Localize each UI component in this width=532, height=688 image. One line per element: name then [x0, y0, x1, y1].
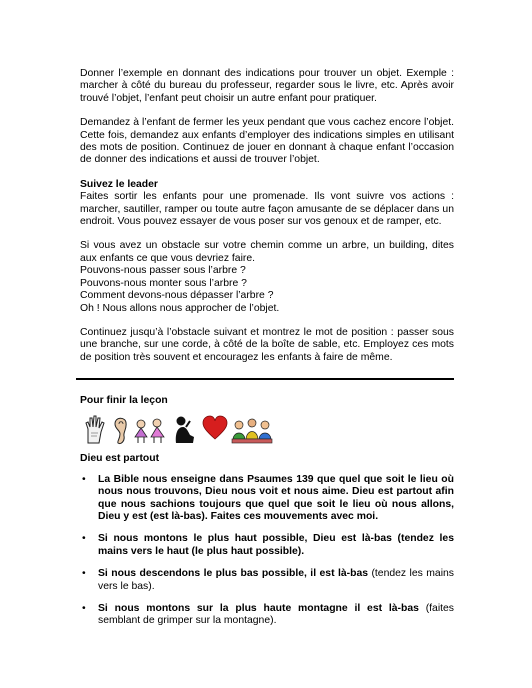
- paragraph-close-eyes: Demandez à l’enfant de fermer les yeux pendant que vous cachez encore l’objet. Cette fois, demandez aux enfants d’employer des indications simples en utilisant des mots de position. Continuez de jouer en donnant à chaque enfant l’occasion de donner des indications et aussi de trouver l’objet.: [80, 117, 454, 166]
- heart-icon: [202, 415, 228, 441]
- bullet-bold-text: Si nous montons sur la plus haute montagne il est là-bas: [98, 603, 419, 615]
- bullet-dot-icon: •: [82, 603, 86, 615]
- children-icon: [132, 415, 168, 445]
- paragraph-obstacle: Si vous avez un obstacle sur votre chemin comme un arbre, un building, dites aux enfants ce que vous devriez faire.: [80, 240, 454, 264]
- ear-icon: [112, 415, 130, 445]
- question-line: Pouvons-nous monter sous l’arbre ?: [80, 277, 247, 289]
- bullet-list: [80, 474, 454, 628]
- question-line: Oh ! Nous allons nous approcher de l’objet.: [80, 302, 280, 314]
- bullet-dot-icon: •: [82, 568, 86, 580]
- bullet-bold-text: La Bible nous enseigne dans Psaumes 139 que quel que soit le lieu où nous nous trouvons, Dieu nous voit et nous aime. Dieu est partout afin que nous sachions toujours que quel que soit le lieu où nous allons, Dieu y est (est là-bas). Faites ces mouvements avec moi.: [98, 473, 454, 523]
- group-of-children-icon: [230, 415, 274, 445]
- bullet-item: [80, 533, 454, 558]
- bullet-item: [80, 568, 454, 593]
- paragraph-example: Donner l’exemple en donnant des indications pour trouver un objet. Exemple : marcher à côté du bureau du professeur, regarder sous le livre, etc. Après avoir trouvé l’objet, l’enfant peut choisir un autre enfant pour pratiquer.: [80, 68, 454, 104]
- question-line: Comment devons-nous dépasser l’arbre ?: [80, 290, 274, 302]
- paragraph-walk: Faites sortir les enfants pour une promenade. Ils vont suivre vos actions : marcher, sautiller, ramper ou toute autre façon amusante de se déplacer dans un endroit. Vous pouvez essayer de vous poser sur vos genoux et de ramper, etc.: [80, 191, 454, 228]
- bullet-bold-text: Si nous montons le plus haut possible, Dieu est là-bas (tendez les mains vers le haut (le plus haut possible).: [98, 533, 454, 557]
- lesson-text: [80, 68, 454, 364]
- heading-closing: Pour finir la leçon: [80, 395, 168, 406]
- bullet-dot-icon: •: [82, 533, 86, 545]
- hand-icon: [84, 415, 106, 445]
- praying-person-icon: [172, 415, 198, 445]
- section-divider: [76, 378, 454, 380]
- bullet-dot-icon: •: [82, 473, 86, 485]
- question-line: Pouvons-nous passer sous l’arbre ?: [80, 265, 246, 277]
- paragraph-continue: Continuez jusqu’à l’obstacle suivant et montrez le mot de position : passer sous une branche, sur une corde, à côté de la boîte de sable, etc. Employez ces mots de position très souvent et encouragez les enfants à faire de même.: [80, 326, 454, 363]
- bullet-item: [80, 603, 454, 628]
- icon-row: [80, 415, 454, 449]
- bullet-normal-text: (faites semblant de grimper sur la montagne).: [98, 603, 455, 627]
- heading-follow-leader: Suivez le leader: [80, 178, 158, 190]
- closing-section: [80, 395, 454, 638]
- bullet-bold-text: Si nous descendons le plus bas possible, il est là-bas: [98, 568, 369, 580]
- bullet-normal-text: (tendez les mains vers le bas).: [98, 568, 454, 592]
- subheading-god-everywhere: Dieu est partout: [80, 453, 160, 465]
- bullet-item: [80, 474, 454, 524]
